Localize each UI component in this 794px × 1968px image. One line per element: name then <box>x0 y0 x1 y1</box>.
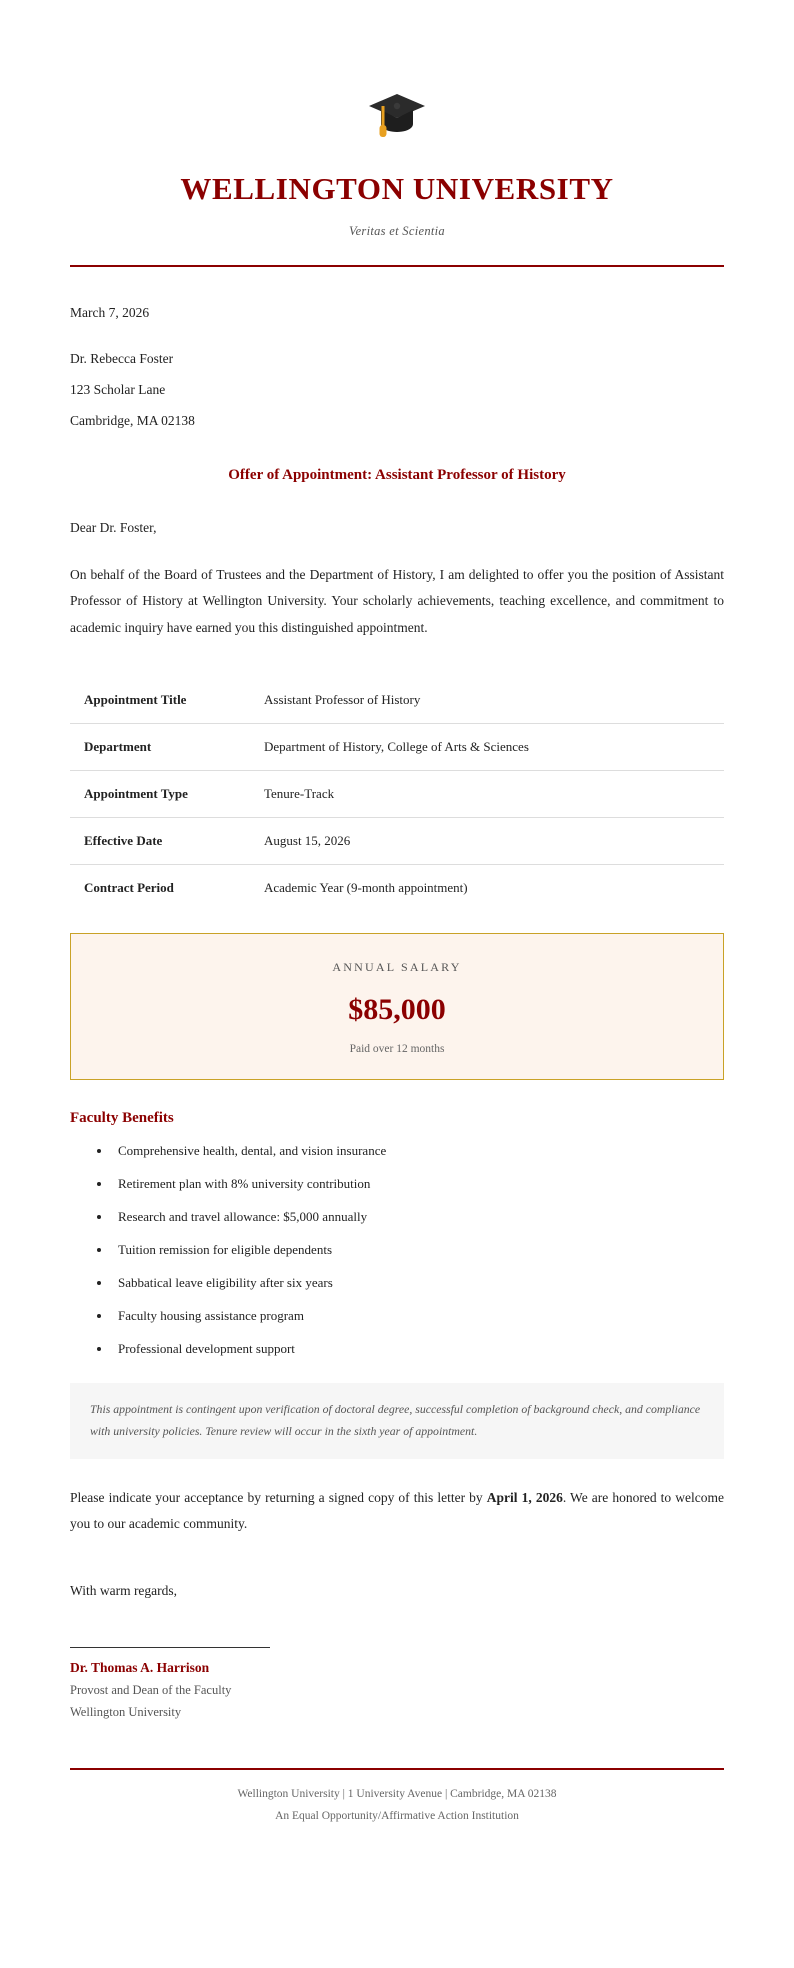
table-row <box>70 677 724 724</box>
table-row <box>70 818 724 865</box>
salary-highlight-box <box>70 933 724 1080</box>
footer-address: Wellington University | 1 University Avenue | Cambridge, MA 02138 <box>237 1788 557 1801</box>
university-motto: Veritas et Scientia <box>349 224 445 239</box>
letter-date: March 7, 2026 <box>70 305 150 321</box>
list-item: • Retirement plan with 8% university contribution <box>112 1176 724 1192</box>
list-item: • Professional development support <box>112 1341 724 1357</box>
list-item: • Tuition remission for eligible dependents <box>112 1242 724 1258</box>
detail-label: Appointment Title <box>70 677 264 724</box>
list-item: • Comprehensive health, dental, and vision insurance <box>112 1143 724 1159</box>
detail-value: Academic Year (9-month appointment) <box>264 880 468 896</box>
table-row <box>70 724 724 771</box>
letterhead <box>70 70 724 267</box>
university-name: WELLINGTON UNIVERSITY <box>180 171 614 206</box>
table-row <box>70 771 724 818</box>
appointment-details-table <box>70 677 724 911</box>
signatory-organization: Wellington University <box>70 1705 182 1720</box>
list-item: • Sabbatical leave eligibility after six years <box>112 1275 724 1291</box>
benefits-heading: Faculty Benefits <box>70 1110 174 1127</box>
letter-subject: Offer of Appointment: Assistant Professor of History <box>228 467 566 484</box>
signatory-role: Provost and Dean of the Faculty <box>70 1683 232 1698</box>
closing-text-after: . We are honored to welcome you to our academic community. <box>70 1489 724 1531</box>
list-item: • Research and travel allowance: $5,000 annually <box>112 1209 724 1225</box>
salary-note: Paid over 12 months <box>349 1043 445 1056</box>
detail-label: Department <box>70 724 264 771</box>
table-row <box>70 865 724 912</box>
intro-paragraph: On behalf of the Board of Trustees and the Department of History, I am delighted to offer you the position of Assistant Professor of History at Wellington University. Your scholarly achievements, teaching excellence, and commitment to academic inquiry have earned you this distinguished appointment. <box>70 567 724 635</box>
salary-label: ANNUAL SALARY <box>332 960 462 975</box>
detail-label: Contract Period <box>84 880 174 896</box>
footer-eo-statement: An Equal Opportunity/Affirmative Action Institution <box>275 1810 519 1823</box>
recipient-name: Dr. Rebecca Foster <box>70 351 174 367</box>
signature-block <box>70 1647 724 1720</box>
regards-line: With warm regards, <box>70 1583 178 1599</box>
detail-value: August 15, 2026 <box>264 818 724 865</box>
recipient-city-state-zip: Cambridge, MA 02138 <box>70 413 195 429</box>
detail-label: Appointment Type <box>70 771 264 818</box>
acceptance-deadline: April 1, 2026 <box>486 1489 563 1505</box>
benefits-list <box>70 1143 724 1357</box>
detail-value: Assistant Professor of History <box>264 677 724 724</box>
letterhead-divider <box>70 265 724 267</box>
detail-label: Effective Date <box>70 818 264 865</box>
signature-line <box>70 1647 270 1648</box>
salutation: Dear Dr. Foster, <box>70 520 157 536</box>
signatory-name: Dr. Thomas A. Harrison <box>70 1660 210 1676</box>
detail-value: Department of History, College of Arts & Sciences <box>264 724 724 771</box>
graduation-cap-icon <box>365 82 429 146</box>
page-footer <box>70 1770 724 1822</box>
detail-value: Tenure-Track <box>264 771 724 818</box>
contingency-note-text: This appointment is contingent upon verification of doctoral degree, successful completion of background check, and compliance with university policies. Tenure review will occur in the sixth year of appointment. <box>90 1402 701 1438</box>
closing-paragraph <box>70 1485 724 1538</box>
recipient-address-block <box>70 351 724 429</box>
salary-amount: $85,000 <box>348 993 446 1027</box>
list-item: • Faculty housing assistance program <box>112 1308 724 1324</box>
contingency-note-box <box>70 1383 724 1459</box>
recipient-street: 123 Scholar Lane <box>70 382 166 398</box>
closing-text-before: Please indicate your acceptance by returning a signed copy of this letter by <box>70 1489 487 1505</box>
